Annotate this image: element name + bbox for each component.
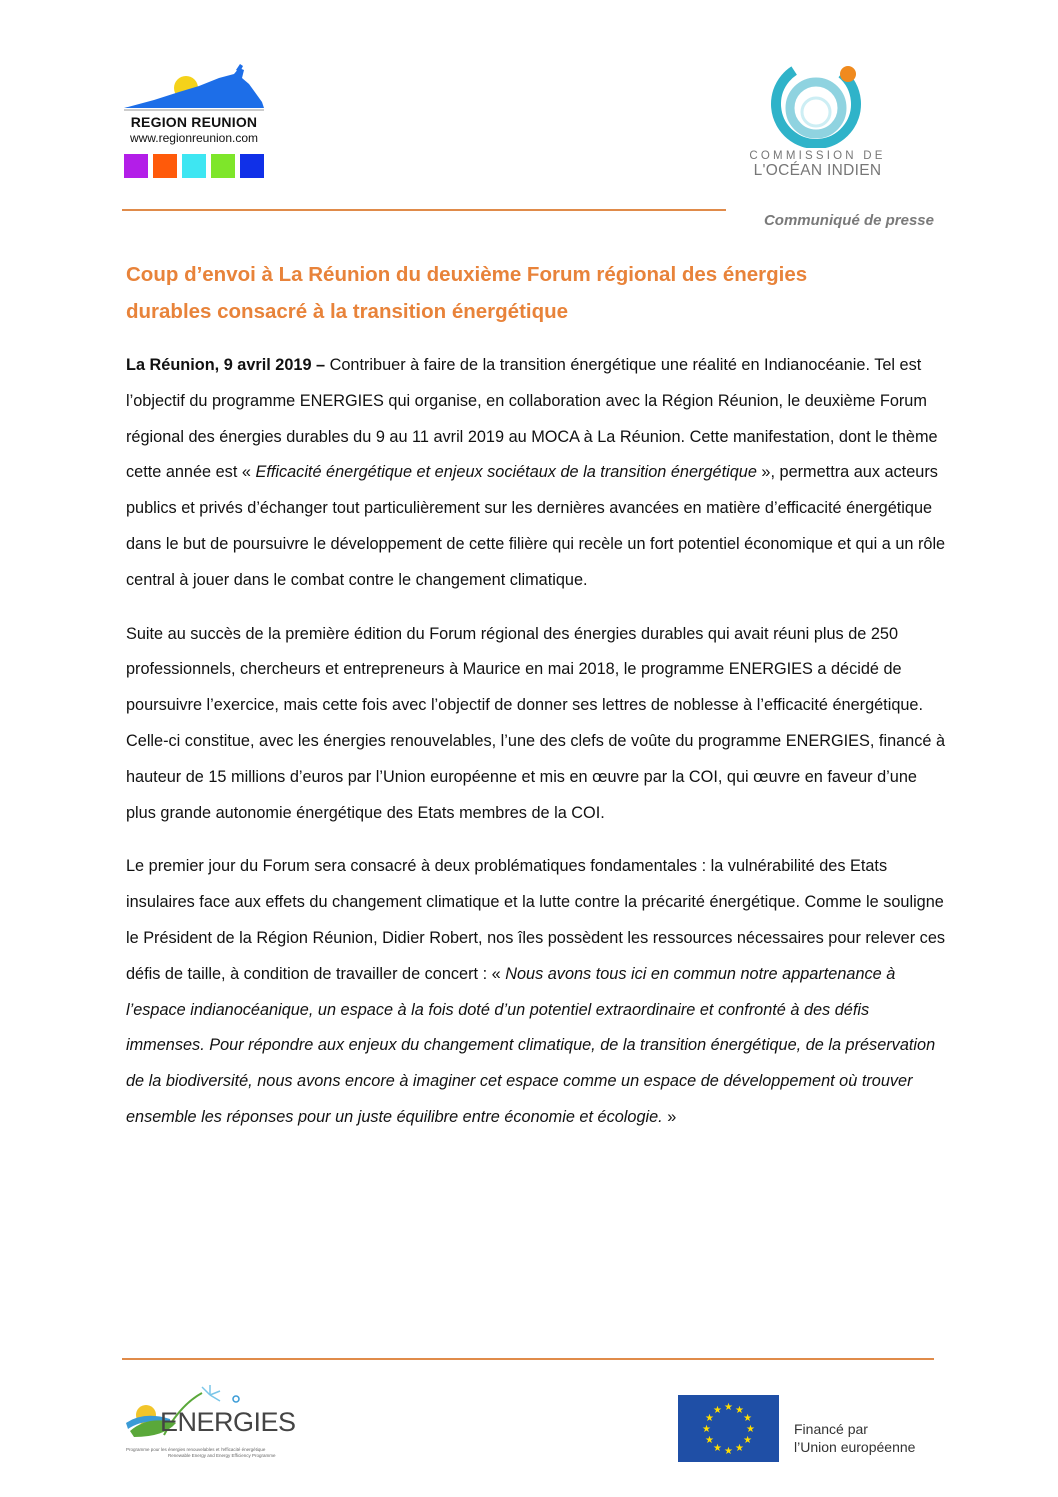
- header-divider: [122, 209, 726, 211]
- forum-theme: Efficacité énergétique et enjeux sociétaux de la transition énergétique: [255, 463, 757, 482]
- swatch-cyan: [182, 154, 206, 178]
- eu-star-icon: ★: [724, 1446, 733, 1457]
- eu-funding-line-1: Financé par: [794, 1421, 868, 1437]
- coi-logo: [745, 56, 890, 186]
- eu-funding-line-2: l’Union européenne: [794, 1439, 916, 1455]
- eu-star-icon: ★: [704, 1413, 714, 1424]
- eu-flag: [678, 1395, 779, 1462]
- eu-funding-text: [794, 1420, 915, 1456]
- swatch-orange: [153, 154, 177, 178]
- eu-star-icon: ★: [746, 1424, 755, 1435]
- press-release-label: Communiqué de presse: [763, 212, 934, 229]
- swatch-green: [211, 154, 235, 178]
- eu-star-icon: ★: [735, 1404, 744, 1416]
- region-reunion-url: www.regionreunion.com: [129, 131, 259, 145]
- eu-star-icon: ★: [743, 1435, 753, 1446]
- swatch-purple: [124, 154, 148, 178]
- paragraph-3: [126, 849, 946, 1135]
- coi-emblem-icon: [768, 56, 868, 148]
- paragraph-1-text-b: », permettra aux acteurs publics et privés d’échanger tout particulièrement sur les dernières avancées en matière d’efficacité énergétique dans le but de poursuivre le développement de cette filière qui recèle un fort potentiel économique et qui a un rôle central à jouer dans le combat contre le changement climatique.: [126, 463, 946, 589]
- eu-star-icon: ★: [704, 1435, 714, 1446]
- energies-subtitle-en: Renewable Energy and Energy Efficiency Programme: [168, 1453, 276, 1458]
- paragraph-3-text: Le premier jour du Forum sera consacré à deux problématiques fondamentales : la vulnérabilité des Etats insulaires face aux effets du changement climatique et la lutte contre la précarité énergétique. Comme le souligne le Président de la Région Réunion, Didier Robert, nos îles possèdent les ressources nécessaires pour relever ces défis de taille, à condition de travailler de concert : «: [126, 857, 946, 983]
- footer-divider: [122, 1358, 934, 1360]
- energies-wordmark: ENERGIES: [160, 1407, 296, 1437]
- paragraph-1: [126, 348, 946, 599]
- eu-stars-icon: [678, 1395, 779, 1462]
- coi-name-line1: COMMISSION DE: [749, 150, 886, 162]
- coi-name-line2: L'OCÉAN INDIEN: [753, 162, 882, 179]
- eu-star-icon: ★: [724, 1402, 733, 1413]
- region-reunion-name: REGION REUNION: [130, 114, 258, 130]
- eu-star-icon: ★: [713, 1404, 722, 1416]
- swatch-blue: [240, 154, 264, 178]
- headline-line-2: durables consacré à la transition énergétique: [126, 300, 569, 323]
- energies-subtitle-fr: Programme pour les énergies renouvelables et l'efficacité énergétique: [126, 1447, 266, 1452]
- region-reunion-logo: [124, 64, 264, 182]
- article-body: [126, 348, 946, 1154]
- mountain-sun-icon: [124, 64, 264, 114]
- quote-close: »: [662, 1107, 677, 1126]
- eu-star-icon: ★: [735, 1443, 744, 1455]
- energies-logo: [124, 1385, 296, 1460]
- headline: [126, 256, 946, 330]
- color-swatches: [124, 154, 264, 178]
- headline-line-1: Coup d’envoi à La Réunion du deuxième Forum régional des énergies: [126, 263, 808, 286]
- paragraph-2: Suite au succès de la première édition du Forum régional des énergies durables qui avait réuni plus de 250 professionnels, chercheurs et entrepreneurs à Maurice en mai 2018, le programme ENERGIES a décidé de poursuivre l’exercice, mais cette fois avec l’objectif de donner ses lettres de noblesse à l’efficacité énergétique. Celle-ci constitue, avec les énergies renouvelables, l’une des clefs de voûte du programme ENERGIES, financé à hauteur de 15 millions d’euros par l’Union européenne et mis en œuvre par la COI, qui œuvre en faveur d’une plus grande autonomie énergétique des Etats membres de la COI.: [126, 624, 946, 822]
- eu-star-icon: ★: [702, 1424, 711, 1435]
- paragraph-1-text-a: Contribuer à faire de la transition énergétique une réalité en Indianocéanie. Tel est l’objectif du programme ENERGIES qui organise, en collaboration avec la Région Réunion, le deuxième Forum régional des énergies durables du 9 au 11 avril 2019 au MOCA à La Réunion. Cette manifestation, dont le thème cette année est «: [126, 356, 938, 482]
- eu-star-icon: ★: [713, 1443, 722, 1455]
- president-quote: Nous avons tous ici en commun notre appartenance à l’espace indianocéanique, un espace à la fois doté d’un potentiel extraordinaire et confronté à des défis immenses. Pour répondre aux enjeux du changement climatique, de la transition énergétique, de la préservation de la biodiversité, nous avons encore à imaginer cet espace comme un espace de développement où trouver ensemble les réponses pour un juste équilibre entre économie et écologie.: [126, 964, 936, 1126]
- dateline: La Réunion, 9 avril 2019 –: [126, 356, 326, 374]
- eu-star-icon: ★: [743, 1413, 753, 1424]
